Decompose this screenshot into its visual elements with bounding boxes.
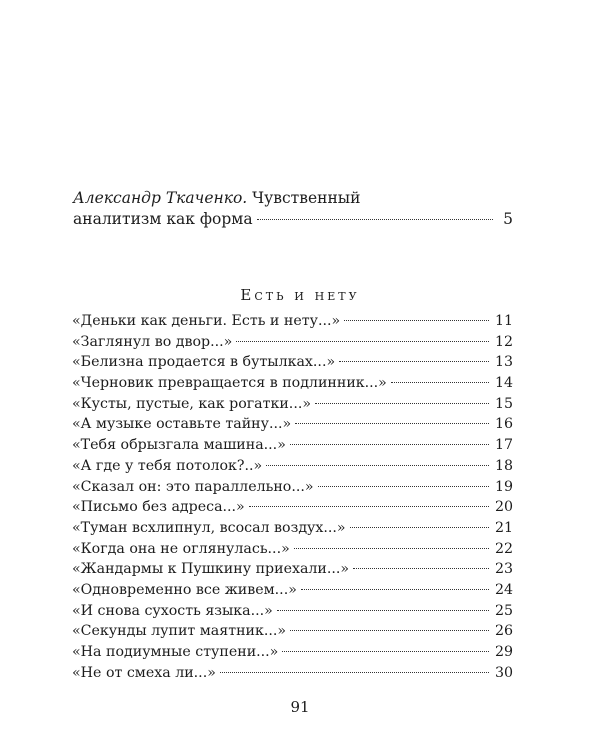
toc-entry xyxy=(72,665,513,686)
toc-entry-page: 20 xyxy=(494,499,513,516)
toc-entry-title: «Черновик превращается в подлинник...» xyxy=(72,375,387,392)
toc-entry xyxy=(72,582,513,603)
toc-entry-page: 30 xyxy=(494,664,513,681)
toc-entry-page: 21 xyxy=(494,519,513,536)
toc-entry-page: 14 xyxy=(494,375,513,392)
intro-line-1 xyxy=(73,188,513,209)
dot-leader xyxy=(282,651,489,652)
toc-entry-title: «Тебя обрызгала машина...» xyxy=(72,437,286,454)
toc-entry-title: «Заглянул во двор...» xyxy=(72,333,233,350)
toc-entry xyxy=(72,396,513,417)
toc-entry xyxy=(72,603,513,624)
toc-entry-page: 15 xyxy=(494,395,513,412)
toc-entry-title: «Жандармы к Пушкину приехали...» xyxy=(72,561,350,578)
intro-page-number: 5 xyxy=(503,210,513,228)
toc-entry-page: 16 xyxy=(494,416,513,433)
dot-leader xyxy=(339,361,489,362)
dot-leader xyxy=(266,465,489,466)
toc-entry xyxy=(72,644,513,665)
toc-list xyxy=(72,313,513,685)
intro-entry xyxy=(73,188,513,230)
toc-entry xyxy=(72,313,513,334)
toc-entry xyxy=(72,375,513,396)
toc-entry-title: «Туман всхлипнул, всосал воздух...» xyxy=(72,519,346,536)
toc-entry xyxy=(72,354,513,375)
dot-leader xyxy=(257,219,493,220)
dot-leader xyxy=(344,320,489,321)
toc-entry-page: 19 xyxy=(494,478,513,495)
dot-leader xyxy=(290,630,489,631)
toc-entry xyxy=(72,520,513,541)
intro-author: Александр Ткаченко. xyxy=(73,189,248,207)
toc-entry-page: 25 xyxy=(494,602,513,619)
toc-entry-title: «Секунды лупит маятник...» xyxy=(72,623,287,640)
dot-leader xyxy=(290,444,489,445)
toc-entry-title: «Когда она не оглянулась...» xyxy=(72,540,290,557)
toc-entry-page: 29 xyxy=(494,644,513,660)
intro-title-part1: Чувственный xyxy=(252,189,361,207)
dot-leader xyxy=(220,672,489,673)
dot-leader xyxy=(353,568,489,569)
dot-leader xyxy=(295,423,489,424)
dot-leader xyxy=(249,506,489,507)
toc-entry-title: «Деньки как деньги. Есть и нету...» xyxy=(72,313,341,329)
toc-entry xyxy=(72,561,513,582)
dot-leader xyxy=(315,403,489,404)
dot-leader xyxy=(277,610,489,611)
toc-entry xyxy=(72,416,513,437)
section-title: Есть и нету xyxy=(240,286,360,304)
intro-line-2 xyxy=(73,209,513,230)
toc-entry-page: 18 xyxy=(494,457,513,474)
dot-leader xyxy=(318,486,489,487)
toc-entry-page: 11 xyxy=(494,313,513,329)
toc-entry-title: «Письмо без адреса...» xyxy=(72,499,245,516)
toc-entry-page: 24 xyxy=(494,581,513,598)
dot-leader xyxy=(391,382,489,383)
toc-entry xyxy=(72,334,513,355)
toc-entry xyxy=(72,458,513,479)
intro-title-part2: аналитизм как форма xyxy=(73,210,253,228)
toc-entry xyxy=(72,437,513,458)
toc-entry-title: «А музыке оставьте тайну...» xyxy=(72,416,292,433)
toc-entry xyxy=(72,623,513,644)
toc-entry xyxy=(72,541,513,562)
toc-entry-title: «Кусты, пустые, как рогатки...» xyxy=(72,395,312,412)
toc-entry-title: «И снова сухость языка...» xyxy=(72,602,273,619)
dot-leader xyxy=(294,548,489,549)
toc-entry-page: 22 xyxy=(494,540,513,557)
dot-leader xyxy=(236,341,489,342)
toc-entry-page: 26 xyxy=(494,623,513,640)
page-folio: 91 xyxy=(290,698,310,716)
toc-entry-page: 23 xyxy=(494,561,513,578)
toc-entry-page: 13 xyxy=(494,354,513,371)
toc-entry-title: «На подиумные ступени...» xyxy=(72,644,279,660)
toc-entry-title: «Не от смеха ли...» xyxy=(72,664,216,681)
toc-entry-page: 17 xyxy=(494,437,513,454)
toc-entry-title: «А где у тебя потолок?..» xyxy=(72,457,263,474)
dot-leader xyxy=(301,589,489,590)
toc-entry-title: «Белизна продается в бутылках...» xyxy=(72,354,336,371)
toc-entry xyxy=(72,499,513,520)
dot-leader xyxy=(350,527,489,528)
toc-entry-page: 12 xyxy=(494,333,513,350)
toc-entry xyxy=(72,479,513,500)
toc-entry-title: «Одновременно все живем...» xyxy=(72,581,297,598)
toc-entry-title: «Сказал он: это параллельно...» xyxy=(72,478,314,495)
